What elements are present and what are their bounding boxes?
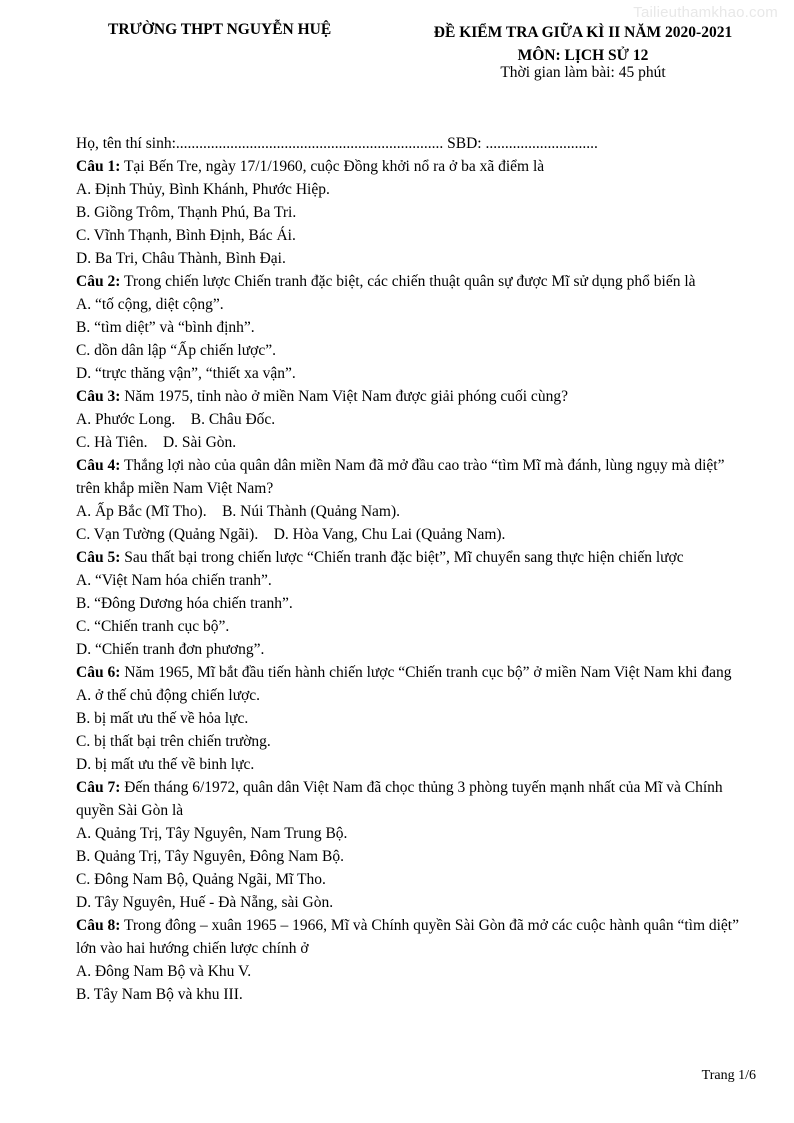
question-stem	[76, 385, 740, 408]
answer-option: B. Giồng Trôm, Thạnh Phú, Ba Tri.	[76, 204, 297, 221]
question-number: Câu 7:	[76, 779, 121, 796]
answer-option: A. Định Thủy, Bình Khánh, Phước Hiệp.	[76, 181, 330, 198]
question-number: Câu 3:	[76, 388, 121, 405]
answer-option: C. “Chiến tranh cục bộ”.	[76, 618, 230, 635]
answer-option: B. Quảng Trị, Tây Nguyên, Đông Nam Bộ.	[76, 848, 344, 865]
question-text: Năm 1965, Mĩ bắt đầu tiến hành chiến lược “Chiến tranh cục bộ” ở miền Nam Việt Nam khi đang	[120, 664, 732, 681]
question-stem	[76, 776, 740, 822]
question-stem	[76, 270, 740, 293]
answer-option: C. Vạn Tường (Quảng Ngãi). D. Hòa Vang, Chu Lai (Quảng Nam).	[76, 526, 506, 543]
question-text: Năm 1975, tỉnh nào ở miền Nam Việt Nam được giải phóng cuối cùng?	[120, 388, 568, 405]
answer-option: A. Đông Nam Bộ và Khu V.	[76, 963, 252, 980]
answer-option: A. Quảng Trị, Tây Nguyên, Nam Trung Bộ.	[76, 825, 348, 842]
question-number: Câu 4:	[76, 457, 121, 474]
answer-option: D. “trực thăng vận”, “thiết xa vận”.	[76, 365, 296, 382]
question-stem	[76, 155, 740, 178]
school-name: TRƯỜNG THPT NGUYỄN HUỆ	[108, 21, 332, 38]
question-stem	[76, 661, 740, 684]
question-list	[76, 155, 740, 1006]
question-block	[76, 546, 740, 661]
question-text: Sau thất bại trong chiến lược “Chiến tranh đặc biệt”, Mĩ chuyển sang thực hiện chiến lược	[120, 549, 684, 566]
answer-option: D. Ba Tri, Châu Thành, Bình Đại.	[76, 250, 286, 267]
answer-option: B. “tìm diệt” và “bình định”.	[76, 319, 255, 336]
answer-option: C. Hà Tiên. D. Sài Gòn.	[76, 434, 237, 451]
question-block	[76, 661, 740, 776]
question-block	[76, 155, 740, 270]
question-block	[76, 776, 740, 914]
question-text: Đến tháng 6/1972, quân dân Việt Nam đã chọc thủng 3 phòng tuyến mạnh nhất của Mĩ và Chính quyền Sài Gòn là	[76, 779, 723, 819]
answer-option: D. “Chiến tranh đơn phương”.	[76, 641, 265, 658]
exam-time: Thời gian làm bài: 45 phút	[500, 64, 666, 81]
student-info-line: Họ, tên thí sinh:..................................................................... SBD: .............................	[76, 135, 598, 152]
exam-subject: MÔN: LỊCH SỬ 12	[517, 47, 649, 64]
question-text: Trong đông – xuân 1965 – 1966, Mĩ và Chính quyền Sài Gòn đã mở các cuộc hành quân “tìm diệt” lớn vào hai hướng chiến lược chính ở	[76, 917, 739, 957]
question-text: Tại Bến Tre, ngày 17/1/1960, cuộc Đồng khởi nổ ra ở ba xã điểm là	[120, 158, 545, 175]
question-block	[76, 385, 740, 454]
question-number: Câu 6:	[76, 664, 121, 681]
answer-option: D. bị mất ưu thế về binh lực.	[76, 756, 255, 773]
question-stem	[76, 454, 740, 500]
answer-option: C. Vĩnh Thạnh, Bình Định, Bác Ái.	[76, 227, 296, 244]
question-block	[76, 270, 740, 385]
page-number: Trang 1/6	[701, 1068, 756, 1083]
question-block	[76, 914, 740, 1006]
answer-option: A. Ấp Bắc (Mĩ Tho). B. Núi Thành (Quảng Nam).	[76, 503, 401, 520]
question-number: Câu 2:	[76, 273, 121, 290]
watermark: Tailieuthamkhao.com	[633, 4, 778, 21]
exam-content	[76, 132, 740, 1006]
answer-option: C. Đông Nam Bộ, Quảng Ngãi, Mĩ Tho.	[76, 871, 326, 888]
question-block	[76, 454, 740, 546]
question-stem	[76, 914, 740, 960]
question-text: Trong chiến lược Chiến tranh đặc biệt, các chiến thuật quân sự được Mĩ sử dụng phổ biến là	[120, 273, 696, 290]
answer-option: A. Phước Long. B. Châu Đốc.	[76, 411, 276, 428]
answer-option: A. ở thế chủ động chiến lược.	[76, 687, 261, 704]
answer-option: C. bị thất bại trên chiến trường.	[76, 733, 271, 750]
question-text: Thắng lợi nào của quân dân miền Nam đã mở đầu cao trào “tìm Mĩ mà đánh, lùng ngụy mà diệt” trên khắp miền Nam Việt Nam?	[76, 457, 725, 497]
question-number: Câu 5:	[76, 549, 121, 566]
answer-option: B. “Đông Dương hóa chiến tranh”.	[76, 595, 293, 612]
answer-option: D. Tây Nguyên, Huế - Đà Nẵng, sài Gòn.	[76, 894, 334, 911]
answer-option: C. dồn dân lập “Ấp chiến lược”.	[76, 342, 276, 359]
answer-option: B. bị mất ưu thế về hỏa lực.	[76, 710, 249, 727]
answer-option: B. Tây Nam Bộ và khu III.	[76, 986, 243, 1003]
answer-option: A. “tố cộng, diệt cộng”.	[76, 296, 224, 313]
exam-title: ĐỀ KIỂM TRA GIỮA KÌ II NĂM 2020-2021	[433, 24, 733, 41]
question-stem	[76, 546, 740, 569]
question-number: Câu 8:	[76, 917, 121, 934]
exam-header	[418, 21, 748, 67]
question-number: Câu 1:	[76, 158, 121, 175]
answer-option: A. “Việt Nam hóa chiến tranh”.	[76, 572, 272, 589]
